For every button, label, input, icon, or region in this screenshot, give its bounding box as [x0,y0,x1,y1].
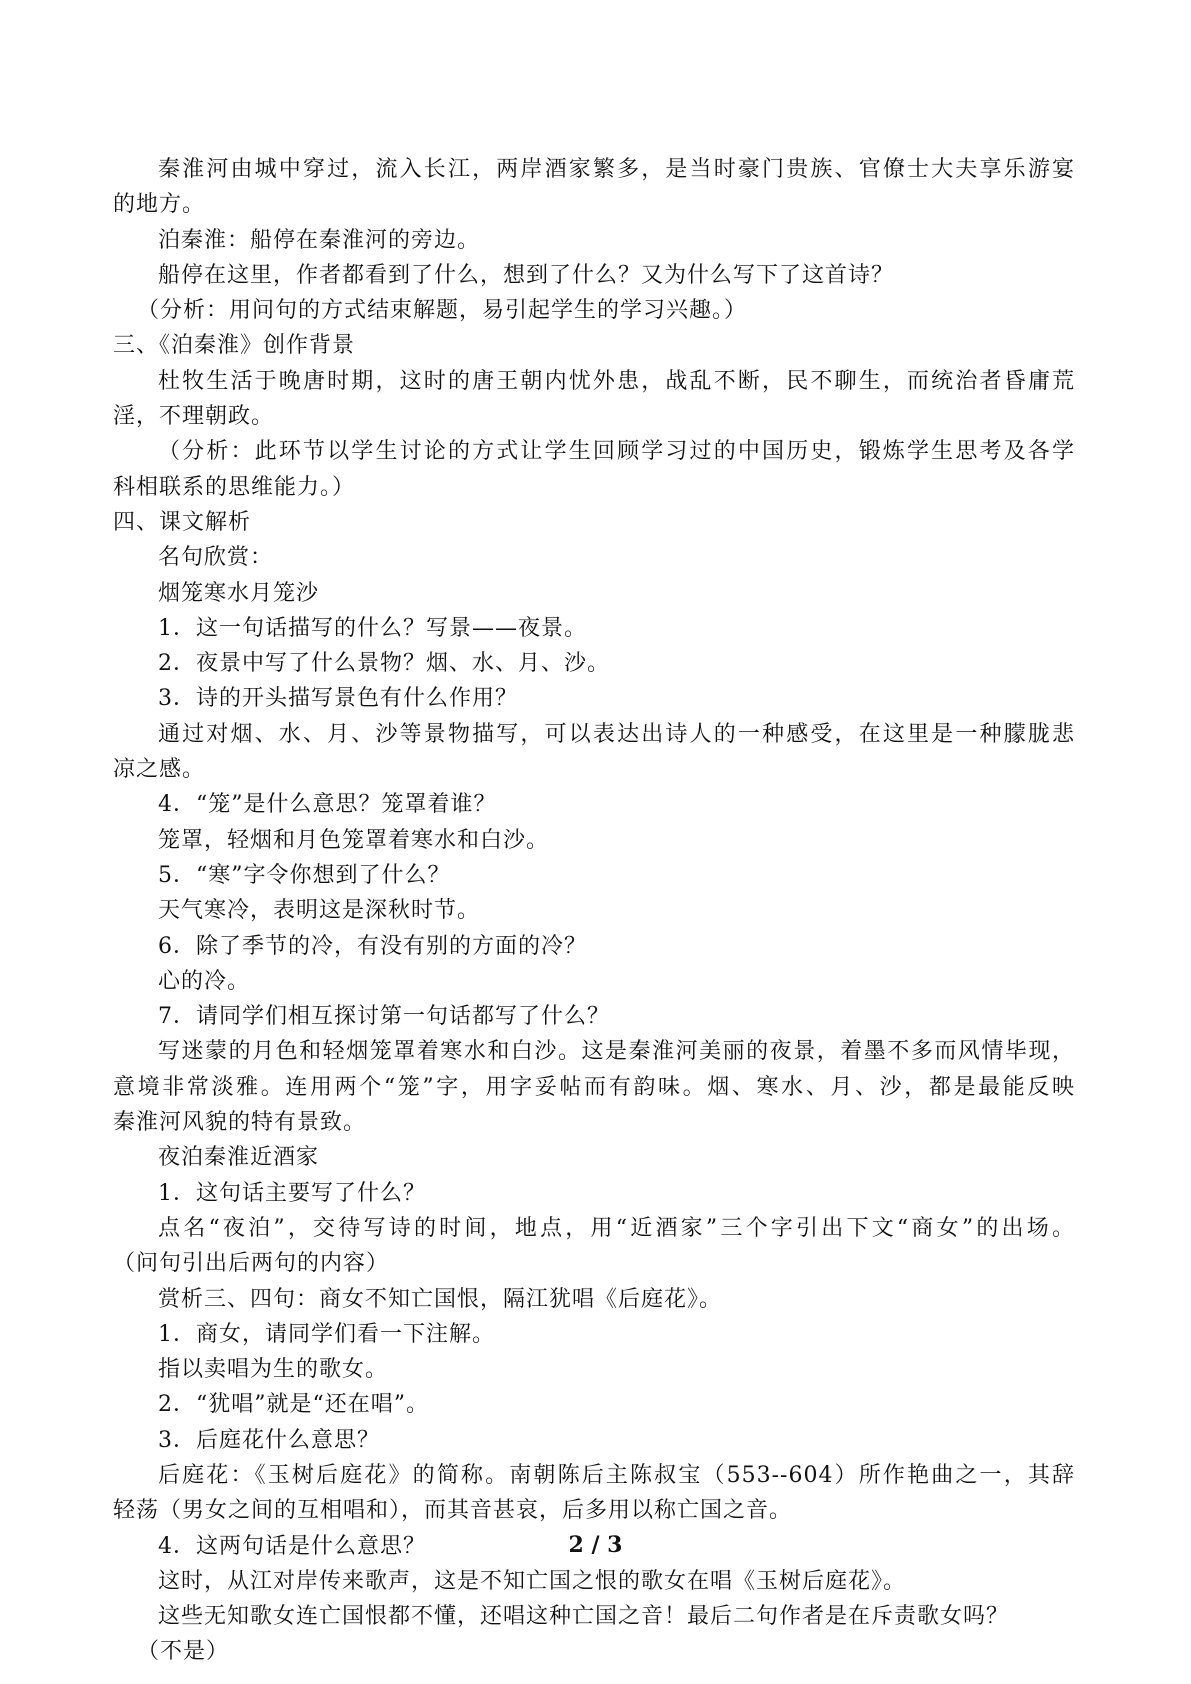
analysis-note: 科相联系的思维能力。） [113,474,356,500]
paragraph-line: 的地方。 [113,192,206,218]
paragraph-line: 心的冷。 [158,968,251,994]
section-heading: 三、《泊秦淮》创作背景 [113,333,356,359]
paragraph-line: 船停在这里，作者都看到了什么，想到了什么？又为什么写下了这首诗？ [158,262,895,288]
question-line: 6．除了季节的冷，有没有别的方面的冷？ [158,933,587,959]
analysis-note: （分析：用问句的方式结束解题，易引起学生的学习兴趣。） [137,298,748,324]
page-number: 2 / 3 [568,1532,623,1558]
paragraph-line: 泊秦淮：船停在秦淮河的旁边。 [158,227,481,253]
paragraph-line: 笼罩，轻烟和月色笼罩着寒水和白沙。 [158,827,550,853]
analysis-note: （分析：此环节以学生讨论的方式让学生回顾学习过的中国历史，锻炼学生思考及各学 [158,439,1075,465]
paragraph-line: 写迷蒙的月色和轻烟笼罩着寒水和白沙。这是秦淮河美丽的夜景，着墨不多而风情毕现， [158,1039,1075,1065]
paragraph-line: 点名“夜泊”，交待写诗的时间，地点，用“近酒家”三个字引出下文“商女”的出场。 [158,1215,1075,1241]
document-body [113,152,1075,1670]
question-line: 1．这一句话描写的什么？写景——夜景。 [158,615,587,641]
paragraph-line: 这些无知歌女连亡国恨都不懂，还唱这种亡国之音！最后二句作者是在斥责歌女吗？ [158,1604,1010,1630]
paragraph-line: 秦淮河风貌的特有景致。 [113,1110,367,1136]
question-line: 4．这两句话是什么意思？ [158,1533,426,1559]
paragraph-line: 名句欣赏： [158,545,274,571]
paragraph-line: （问句引出后两句的内容） [113,1251,390,1277]
paragraph-line: 后庭花：《玉树后庭花》的简称。南朝陈后主陈叔宝（553--604）所作艳曲之一，其辞 [158,1462,1075,1488]
question-line: 2．夜景中写了什么景物？烟、水、月、沙。 [158,651,610,677]
section-heading: 四、课文解析 [113,509,252,535]
question-line: 2．“犹唱”就是“还在唱”。 [158,1392,429,1418]
paragraph-line: 凉之感。 [113,757,206,783]
poem-line: 赏析三、四句：商女不知亡国恨，隔江犹唱《后庭花》。 [158,1286,723,1312]
question-line: 3．后庭花什么意思？ [158,1427,380,1453]
question-line: 3．诗的开头描写景色有什么作用？ [158,686,518,712]
paragraph-line: 指以卖唱为生的歌女。 [158,1357,389,1383]
paragraph-line: 轻荡（男女之间的互相唱和），而其音甚哀，后多用以称亡国之音。 [113,1498,793,1524]
question-line: 1．这句话主要写了什么？ [158,1180,426,1206]
paragraph-line: 淫，不理朝政。 [113,404,275,430]
paragraph-line: 天气寒冷，表明这是深秋时节。 [158,898,481,924]
paragraph-line: 通过对烟、水、月、沙等景物描写，可以表达出诗人的一种感受，在这里是一种朦胧悲 [158,721,1075,747]
paragraph-line: 这时，从江对岸传来歌声，这是不知亡国之恨的歌女在唱《玉树后庭花》。 [158,1568,907,1594]
question-line: 5．“寒”字令你想到了什么？ [158,862,451,888]
answer-note: （不是） [137,1639,230,1665]
question-line: 7．请同学们相互探讨第一句话都写了什么？ [158,1004,610,1030]
paragraph-line: 秦淮河由城中穿过，流入长江，两岸酒家繁多，是当时豪门贵族、官僚士大夫享乐游宴 [158,157,1075,182]
paragraph-line: 意境非常淡雅。连用两个“笼”字，用字妥帖而有韵味。烟、寒水、月、沙，都是最能反映 [113,1074,1075,1100]
paragraph-line: 杜牧生活于晚唐时期，这时的唐王朝内忧外患，战乱不断，民不聊生，而统治者昏庸荒 [158,368,1075,394]
question-line: 4．“笼”是什么意思？笼罩着谁？ [158,792,497,818]
poem-line: 夜泊秦淮近酒家 [158,1145,320,1171]
poem-line: 烟笼寒水月笼沙 [158,580,320,606]
question-line: 1．商女，请同学们看一下注解。 [158,1321,495,1347]
